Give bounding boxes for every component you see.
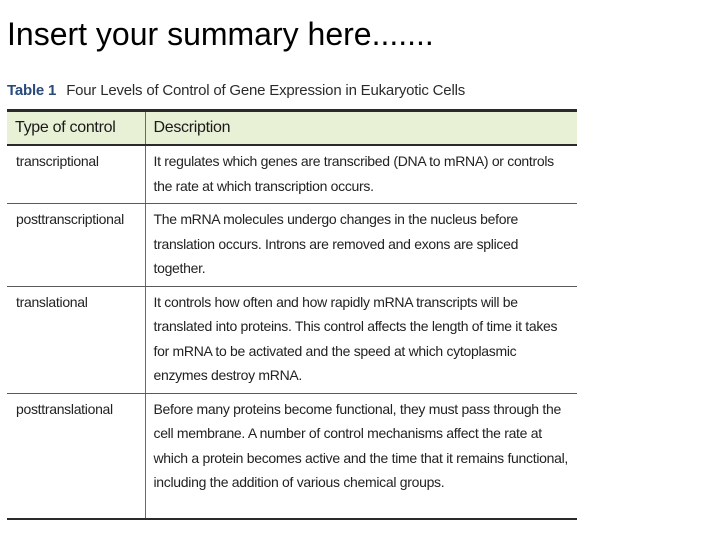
table-row [7,286,577,393]
cell-type: posttranslational [7,393,145,519]
table-header-row [7,112,577,145]
table-row [7,145,577,204]
slide-title: Insert your summary here....... [7,16,434,52]
table-caption-label: Table 1 [7,82,57,99]
cell-type: posttranscriptional [7,204,145,287]
cell-type: transcriptional [7,145,145,204]
gene-expression-table-figure [7,80,577,520]
column-header-description: Description [145,112,577,145]
cell-type: translational [7,286,145,393]
cell-description: It regulates which genes are transcribed (DNA to mRNA) or controls the rate at which transcription occurs. [145,145,577,204]
table-row [7,204,577,287]
column-header-type: Type of control [7,112,145,145]
table-caption [7,80,577,102]
cell-description: The mRNA molecules undergo changes in the nucleus before translation occurs. Introns are removed and exons are spliced together. [145,204,577,287]
table-row [7,393,577,519]
gene-expression-table [7,112,577,520]
table-caption-text: Four Levels of Control of Gene Expression in Eukaryotic Cells [66,82,466,99]
cell-description: Before many proteins become functional, they must pass through the cell membrane. A number of control mechanisms affect the rate at which a protein becomes active and the time that it remains functional, including the addition of various chemical groups. [145,393,577,519]
cell-description: It controls how often and how rapidly mRNA transcripts will be translated into proteins. This control affects the length of time it takes for mRNA to be activated and the speed at which cytoplasmic enzymes destroy mRNA. [145,286,577,393]
